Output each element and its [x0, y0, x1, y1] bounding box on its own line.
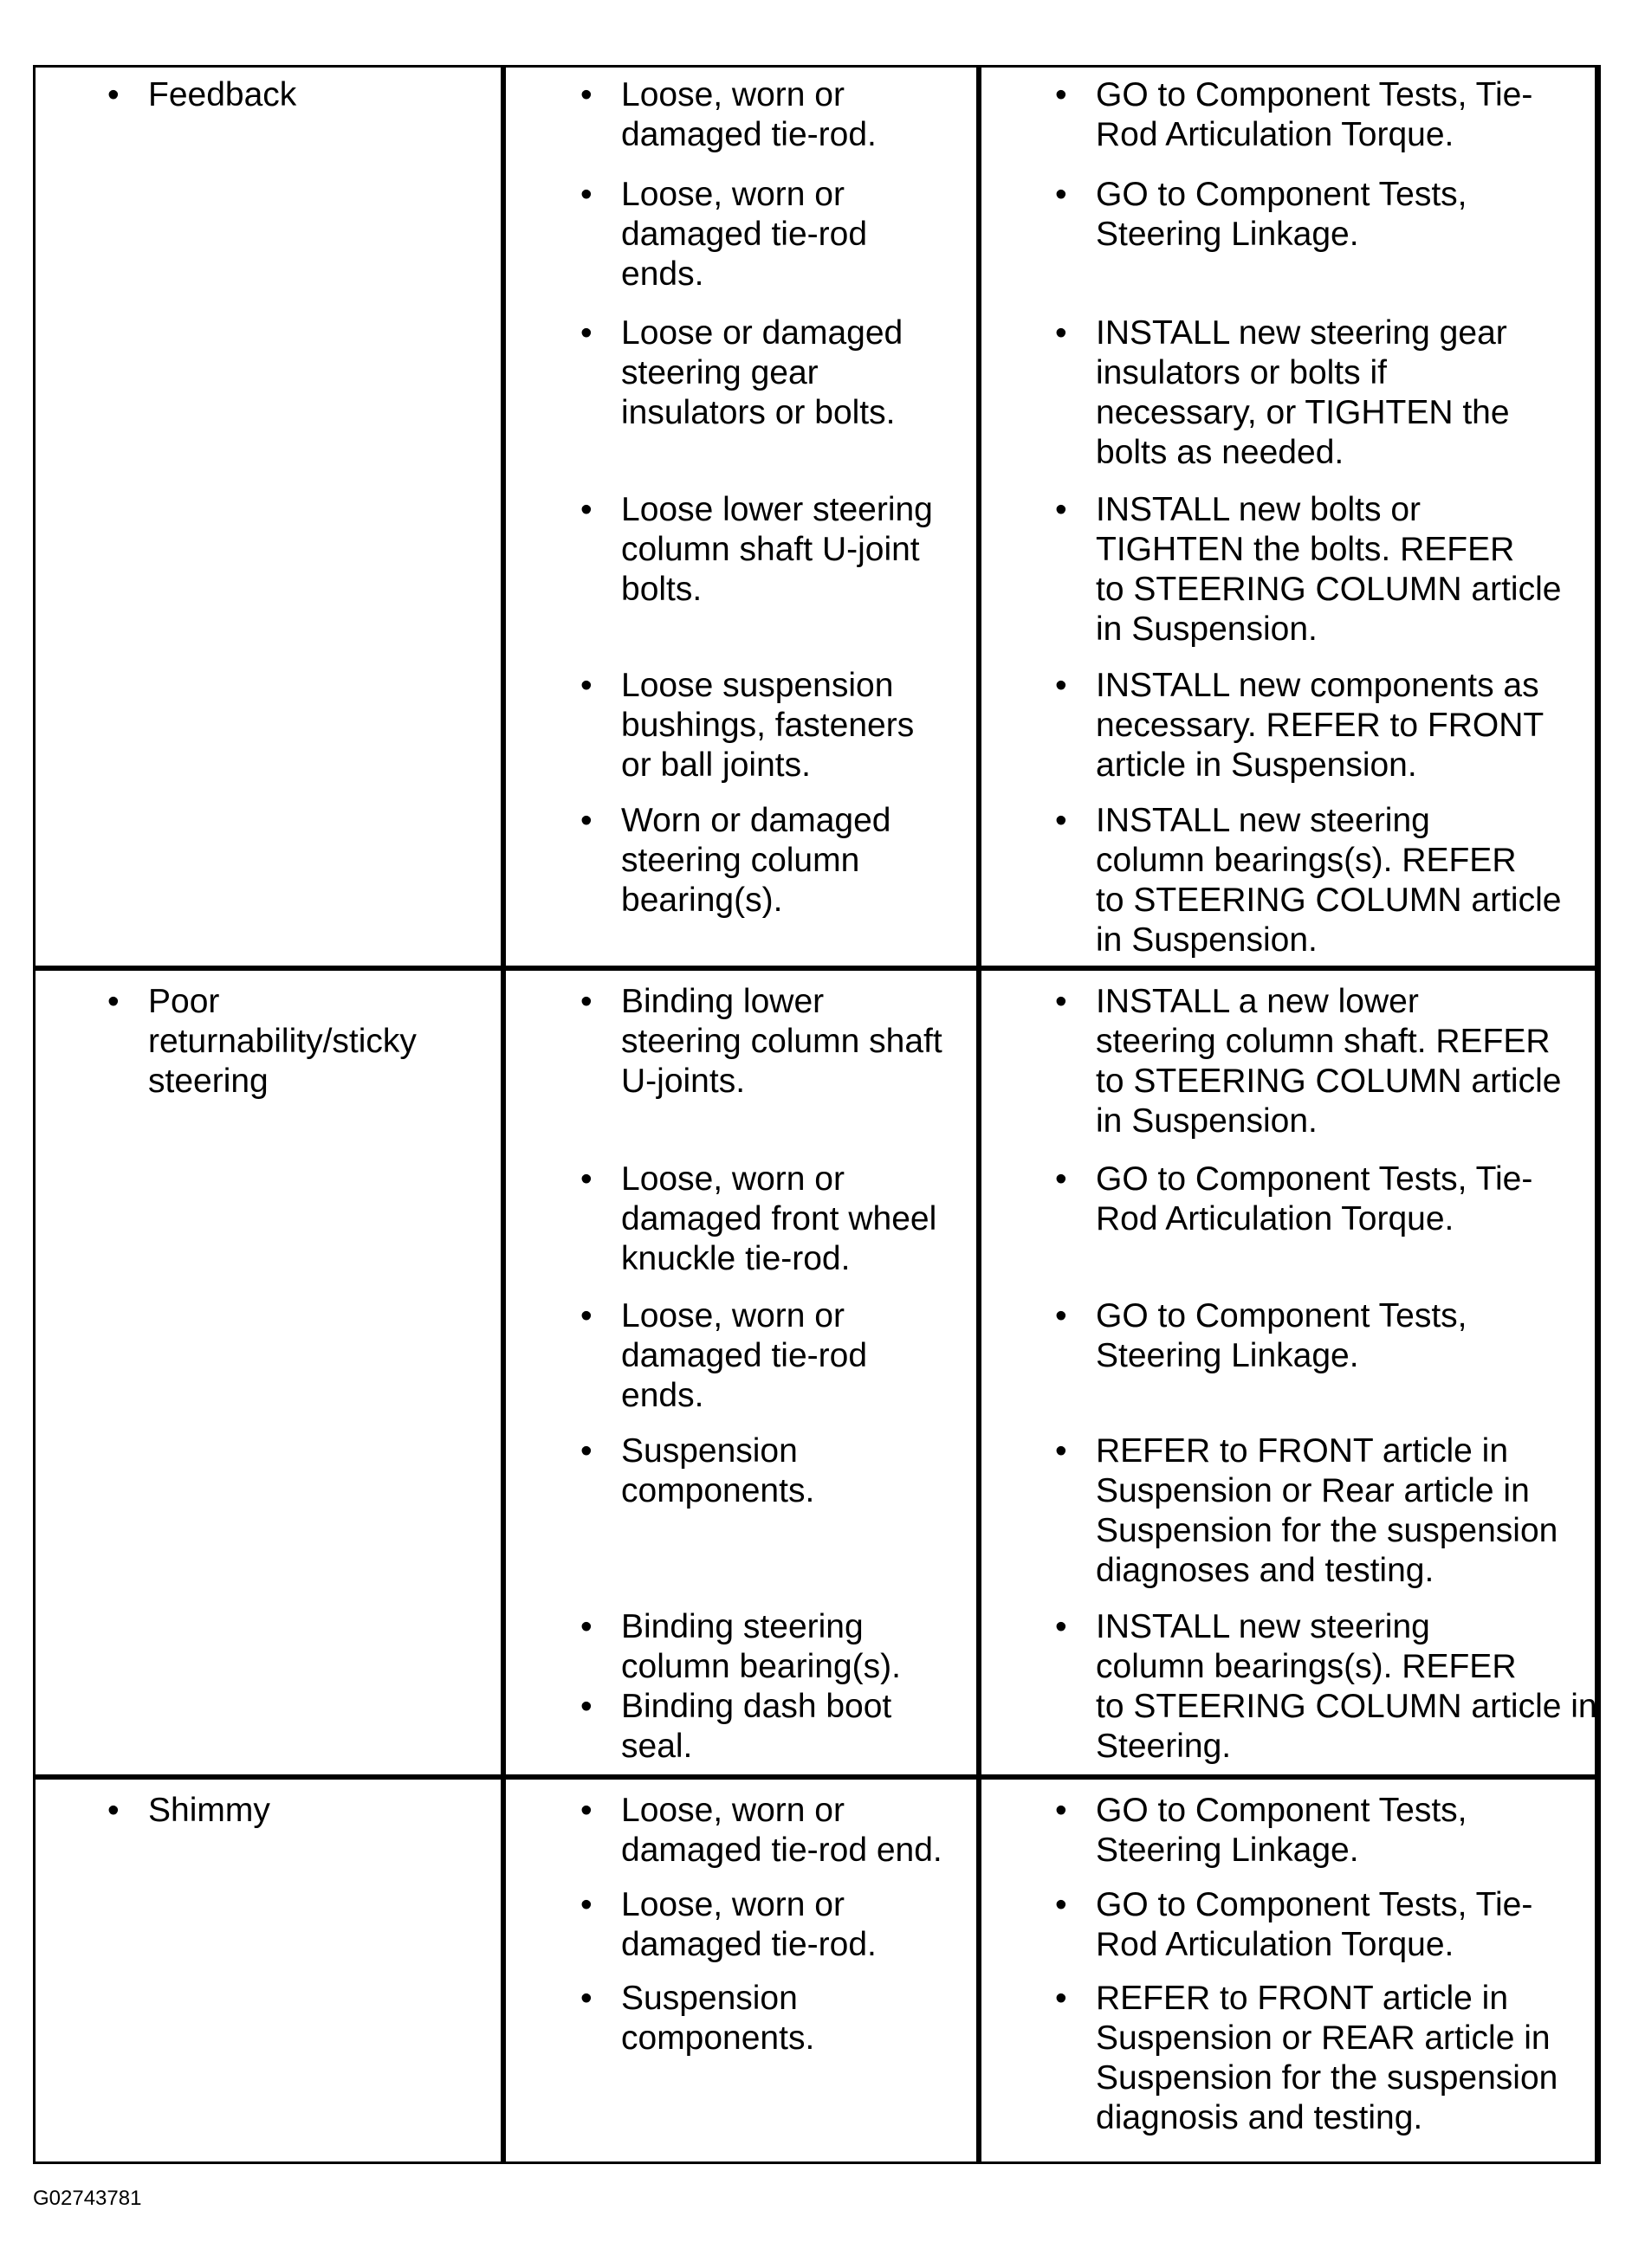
table-bottom-border — [33, 2161, 1601, 2164]
action-item: • GO to Component Tests, Tie- Rod Articulation Torque. — [1096, 75, 1532, 155]
cause-item: • Loose, worn or damaged tie-rod end. — [621, 1791, 942, 1871]
row-divider-1 — [33, 966, 1601, 971]
action-item: • INSTALL new bolts or TIGHTEN the bolts. REFER to STEERING COLUMN article in Suspension. — [1096, 490, 1561, 649]
action-item: • GO to Component Tests, Steering Linkage. — [1096, 175, 1467, 255]
action-item: • GO to Component Tests, Tie- Rod Articulation Torque. — [1096, 1885, 1532, 1965]
cause-item: • Binding steering column bearing(s). — [621, 1607, 901, 1687]
cause-item: • Loose lower steering column shaft U-joint bolts. — [621, 490, 933, 610]
cause-item: • Loose, worn or damaged front wheel knuckle tie-rod. — [621, 1160, 936, 1279]
cause-item: • Loose, worn or damaged tie-rod. — [621, 75, 877, 155]
cause-item: • Loose or damaged steering gear insulators or bolts. — [621, 313, 903, 433]
cause-item: • Binding lower steering column shaft U-joints. — [621, 982, 942, 1102]
diagnosis-table — [33, 65, 1601, 2164]
cause-item: • Binding dash boot seal. — [621, 1687, 891, 1767]
action-item: • INSTALL new components as necessary. REFER to FRONT article in Suspension. — [1096, 666, 1544, 785]
symptom-shimmy: • Shimmy — [148, 1791, 270, 1831]
action-item: • INSTALL a new lower steering column shaft. REFER to STEERING COLUMN article in Suspension. — [1096, 982, 1561, 1141]
row-divider-2 — [33, 1774, 1601, 1780]
table-left-border — [33, 65, 36, 2164]
action-item: • INSTALL new steering gear insulators or bolts if necessary, or TIGHTEN the bolts as needed. — [1096, 313, 1510, 473]
action-item: • INSTALL new steering column bearings(s). REFER to STEERING COLUMN article in Steering. — [1096, 1607, 1597, 1767]
cause-item: • Loose, worn or damaged tie-rod ends. — [621, 175, 867, 294]
column-divider-2 — [976, 65, 981, 2164]
action-item: • GO to Component Tests, Steering Linkage. — [1096, 1296, 1467, 1376]
cause-item: • Suspension components. — [621, 1979, 814, 2058]
action-item: • REFER to FRONT article in Suspension or REAR article in Suspension for the suspension diagnosis and testing. — [1096, 1979, 1558, 2138]
figure-id: G02743781 — [33, 2187, 142, 2210]
cause-item: • Loose, worn or damaged tie-rod ends. — [621, 1296, 867, 1416]
symptom-feedback: • Feedback — [148, 75, 296, 115]
symptom-poor-returnability: • Poor returnability/sticky steering — [148, 982, 417, 1102]
cause-item: • Loose, worn or damaged tie-rod. — [621, 1885, 877, 1965]
action-item: • INSTALL new steering column bearings(s). REFER to STEERING COLUMN article in Suspension. — [1096, 801, 1561, 960]
cause-item: • Suspension components. — [621, 1431, 814, 1511]
action-item: • REFER to FRONT article in Suspension or Rear article in Suspension for the suspension diagnoses and testing. — [1096, 1431, 1558, 1591]
column-divider-1 — [501, 65, 506, 2164]
action-item: • GO to Component Tests, Steering Linkage. — [1096, 1791, 1467, 1871]
table-right-border — [1595, 65, 1601, 2164]
cause-item: • Worn or damaged steering column bearing(s). — [621, 801, 890, 921]
cause-item: • Loose suspension bushings, fasteners or ball joints. — [621, 666, 914, 785]
action-item: • GO to Component Tests, Tie- Rod Articulation Torque. — [1096, 1160, 1532, 1239]
table-top-border — [33, 65, 1601, 68]
